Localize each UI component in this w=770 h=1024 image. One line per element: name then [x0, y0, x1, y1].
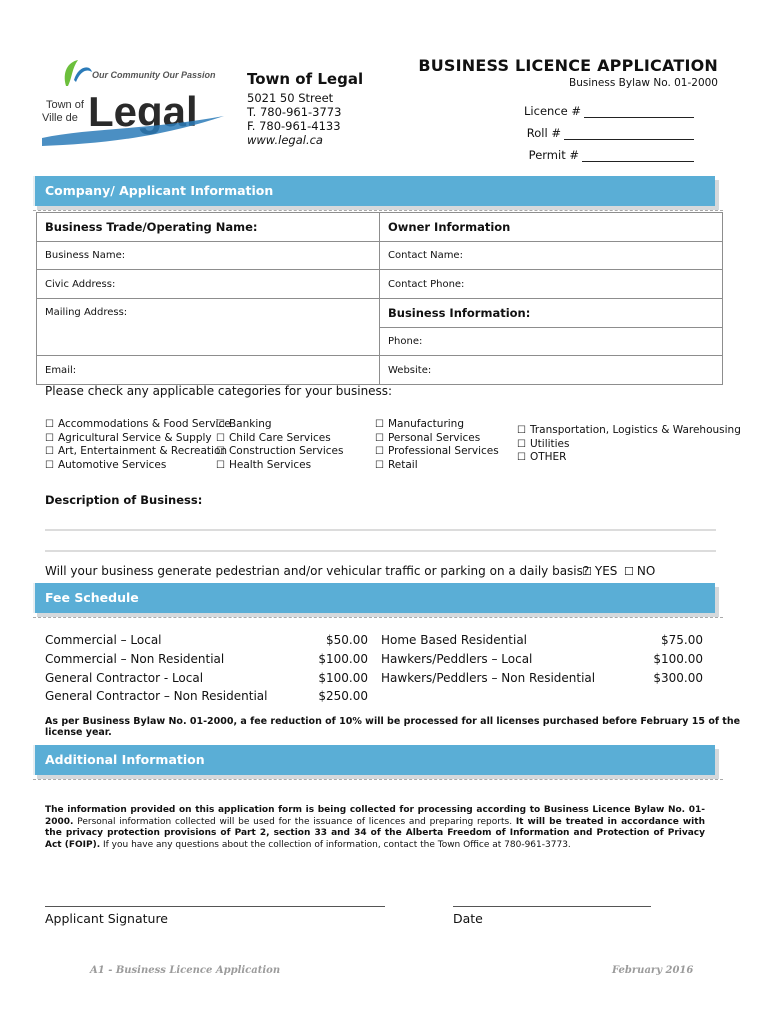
mailing-address-field[interactable]: Mailing Address:	[37, 299, 380, 356]
application-title: BUSINESS LICENCE APPLICATION	[418, 56, 718, 75]
contact-phone-field[interactable]: Contact Phone:	[380, 270, 723, 299]
owner-info-heading: Owner Information	[380, 213, 723, 242]
roll-blank[interactable]	[564, 127, 694, 140]
logo-ville-de: Ville de	[42, 112, 78, 124]
description-label: Description of Business:	[45, 493, 203, 507]
category-column-3	[375, 418, 499, 472]
category-checkbox[interactable]: ☐ Professional Services	[375, 445, 499, 459]
company-info-banner	[33, 176, 715, 206]
licence-blank[interactable]	[584, 105, 694, 118]
website-link[interactable]: www.legal.ca	[247, 133, 323, 147]
category-checkbox[interactable]: ☐ Agricultural Service & Supply	[45, 432, 231, 446]
traffic-yes-checkbox[interactable]: ☐ YES	[582, 564, 617, 578]
business-trade-name-field[interactable]: Business Trade/Operating Name:	[37, 213, 380, 242]
fee-label: Hawkers/Peddlers – Non Residential	[381, 671, 596, 685]
town-of-legal-logo	[38, 58, 228, 153]
footer-date: February 2016	[612, 965, 694, 976]
licence-label: Licence #	[524, 104, 581, 118]
privacy-notice-part: If you have any questions about the collection of information, contact the Town Office at 780-961-3773.	[100, 839, 571, 850]
category-checkbox[interactable]: ☐ Accommodations & Food Service	[45, 418, 231, 432]
licence-number-field[interactable]	[524, 104, 694, 118]
contact-name-field[interactable]: Contact Name:	[380, 241, 723, 270]
logo-leaf-icon	[65, 60, 78, 86]
street-address: 5021 50 Street	[247, 91, 334, 105]
logo-town-of: Town of	[46, 99, 84, 111]
website-field[interactable]: Website:	[380, 356, 723, 385]
logo-swirl-icon	[74, 67, 92, 82]
fee-label: General Contractor - Local	[45, 671, 204, 685]
fee-reduction-note: As per Business Bylaw No. 01-2000, a fee reduction of 10% will be processed for all licenses purchased before February 15 of the license year.	[45, 716, 741, 738]
category-checkbox[interactable]: ☐ Child Care Services	[216, 432, 343, 446]
fee-label: Home Based Residential	[381, 633, 528, 647]
fee-amount: $50.00	[326, 633, 368, 647]
logo-wordmark: Legal	[88, 88, 198, 135]
privacy-notice-part: Personal information collected will be used for the issuance of licences and preparing reports.	[73, 816, 516, 827]
fee-schedule-banner	[33, 583, 715, 613]
category-checkbox[interactable]: ☐ Transportation, Logistics & Warehousing	[517, 424, 741, 438]
table-row	[37, 270, 723, 299]
banner-divider	[33, 617, 723, 618]
category-checkbox[interactable]: ☐ Art, Entertainment & Recreation	[45, 445, 231, 459]
table-row	[37, 241, 723, 270]
category-checkbox[interactable]: ☐ Construction Services	[216, 445, 343, 459]
category-checkbox[interactable]: ☐ Manufacturing	[375, 418, 499, 432]
category-column-4	[517, 424, 741, 465]
email-field[interactable]: Email:	[37, 356, 380, 385]
bylaw-number: Business Bylaw No. 01-2000	[569, 77, 718, 89]
fee-amount: $100.00	[653, 652, 703, 666]
fee-amount: $100.00	[318, 671, 368, 685]
table-row	[37, 213, 723, 242]
company-info-heading: Company/ Applicant Information	[45, 183, 274, 198]
additional-info-heading: Additional Information	[45, 752, 205, 767]
civic-address-field[interactable]: Civic Address:	[37, 270, 380, 299]
permit-label: Permit #	[528, 148, 579, 162]
fee-amount: $300.00	[653, 671, 703, 685]
fee-label: Commercial – Local	[45, 633, 162, 647]
banner-divider	[33, 210, 723, 211]
fee-schedule-heading: Fee Schedule	[45, 590, 139, 605]
fax-number: F. 780-961-4133	[247, 119, 341, 133]
privacy-notice-part: The information provided on this application form is being collected for processing according to Business Licence Bylaw No. 01-2000.	[45, 805, 705, 827]
permit-number-field[interactable]	[529, 148, 694, 162]
roll-label: Roll #	[526, 126, 561, 140]
footer-form-id: A1 - Business Licence Application	[90, 965, 281, 976]
category-checkbox[interactable]: ☐ Health Services	[216, 459, 343, 473]
fee-amount: $100.00	[318, 652, 368, 666]
permit-blank[interactable]	[582, 149, 694, 162]
date-label: Date	[453, 911, 483, 926]
description-line[interactable]	[45, 550, 716, 552]
traffic-question: Will your business generate pedestrian and/or vehicular traffic or parking on a daily basis?	[45, 564, 590, 578]
table-row	[37, 356, 723, 385]
additional-info-banner	[33, 745, 715, 775]
business-info-heading: Business Information:	[380, 299, 723, 328]
fee-label: Commercial – Non Residential	[45, 652, 225, 666]
fee-amount: $250.00	[318, 689, 368, 703]
fee-label: Hawkers/Peddlers – Local	[381, 652, 533, 666]
date-line[interactable]	[453, 906, 651, 907]
description-line[interactable]	[45, 529, 716, 531]
category-checkbox[interactable]: ☐ Retail	[375, 459, 499, 473]
roll-number-field[interactable]	[527, 126, 694, 140]
privacy-notice	[45, 805, 705, 851]
category-checkbox[interactable]: ☐ OTHER	[517, 451, 741, 465]
town-title: Town of Legal	[247, 70, 364, 88]
category-column-2	[216, 418, 343, 472]
table-row	[37, 299, 723, 328]
business-phone-field[interactable]: Phone:	[380, 327, 723, 356]
logo-tagline: Our Community Our Passion	[92, 70, 216, 80]
privacy-notice-part: It will be treated in accordance with the privacy protection provisions of Part 2, section 33 and 34 of the Alberta Freedom of Information and Protection of Privacy Act (FOIP).	[45, 816, 705, 850]
category-checkbox[interactable]: ☐ Personal Services	[375, 432, 499, 446]
category-checkbox[interactable]: ☐ Automotive Services	[45, 459, 231, 473]
banner-divider	[33, 779, 723, 780]
business-name-field[interactable]: Business Name:	[37, 241, 380, 270]
categories-prompt: Please check any applicable categories for your business:	[45, 384, 393, 398]
fee-amount: $75.00	[661, 633, 703, 647]
phone-number: T. 780-961-3773	[247, 105, 342, 119]
category-column-1	[45, 418, 231, 472]
fee-label: General Contractor – Non Residential	[45, 689, 268, 703]
company-info-table	[36, 212, 723, 385]
traffic-no-checkbox[interactable]: ☐ NO	[624, 564, 655, 578]
category-checkbox[interactable]: ☐ Banking	[216, 418, 343, 432]
category-checkbox[interactable]: ☐ Utilities	[517, 438, 741, 452]
applicant-signature-line[interactable]	[45, 906, 385, 907]
applicant-signature-label: Applicant Signature	[45, 911, 168, 926]
